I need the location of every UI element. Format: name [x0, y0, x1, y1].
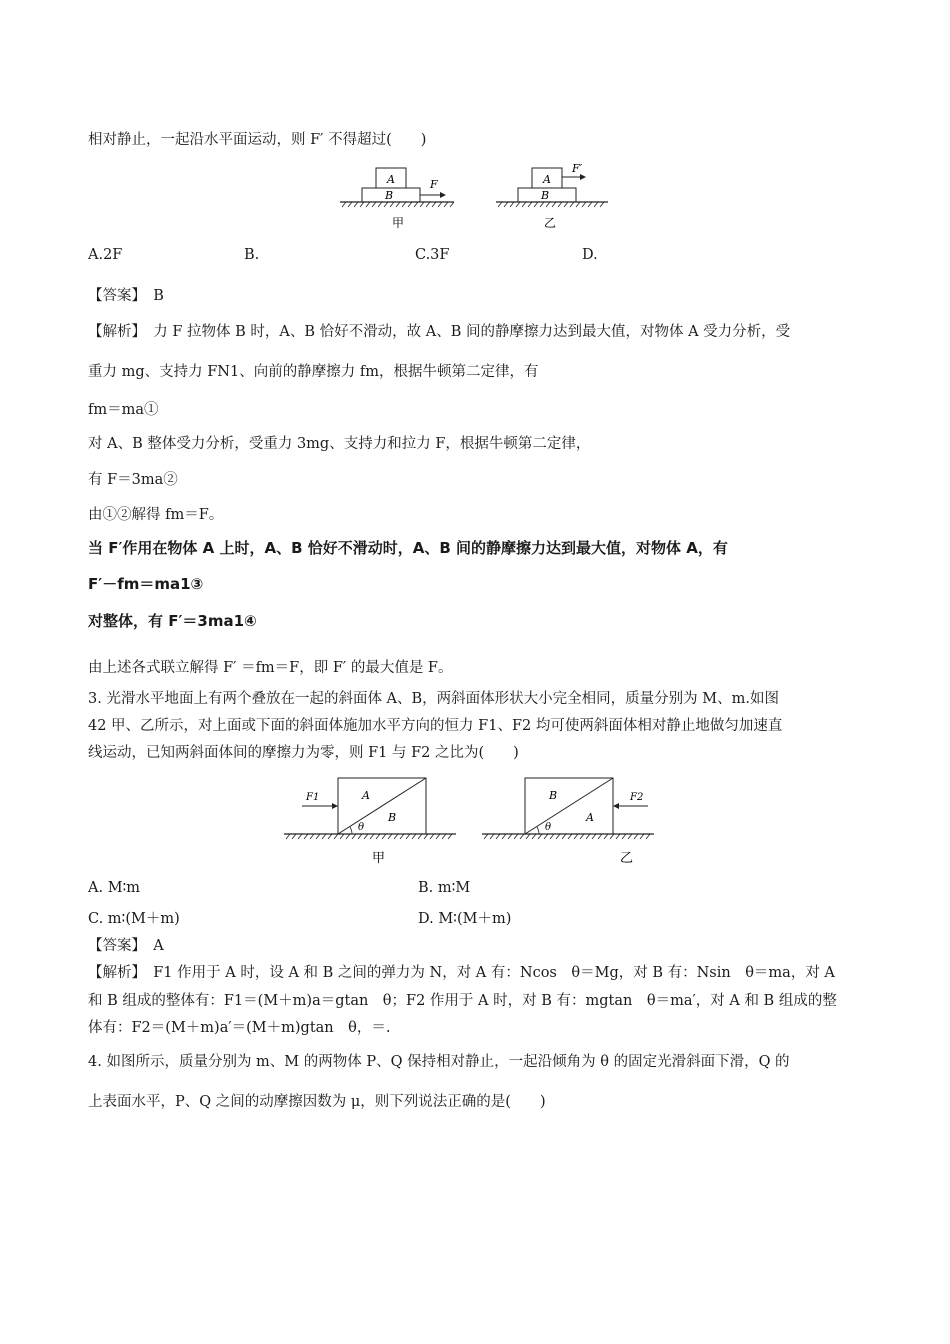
block-b-label: B	[541, 189, 550, 202]
caption-yi: 乙	[620, 851, 634, 866]
equation-line: fm＝ma①	[88, 402, 159, 418]
option-a: A. M∶m	[88, 880, 141, 896]
option-d: D. M∶(M＋m)	[418, 911, 512, 927]
analysis-line: 由①②解得 fm＝F。	[88, 507, 224, 523]
analysis-line: 对 A、B 整体受力分析，受重力 3mg、支持力和拉力 F，根据牛顿第二定律，	[88, 436, 591, 452]
answer-value: A	[153, 938, 164, 954]
answer-label: 【答案】	[88, 288, 139, 304]
analysis-label: 【解析】	[88, 324, 139, 340]
caption-yi: 乙	[544, 216, 557, 230]
caption-jia: 甲	[372, 851, 386, 866]
answer-value: B	[153, 288, 164, 304]
ground-hatch	[498, 202, 604, 207]
arrow-head-icon	[613, 803, 619, 809]
analysis-line: 【解析】 F1 作用于 A 时，设 A 和 B 之间的弹力为 N，对 A 有：Ncos θ＝Mg，对 B 有：Nsin θ＝ma，对 A	[88, 965, 835, 981]
lower-wedge-label: B	[388, 811, 397, 824]
figure-yi	[482, 778, 654, 866]
option-b: B. m∶M	[418, 880, 471, 896]
caption-jia: 甲	[392, 216, 405, 230]
option-c: C.3F	[415, 247, 450, 263]
figure-jia	[340, 168, 454, 230]
block-a-label: A	[387, 173, 395, 186]
bold-analysis-line: 当 F′作用在物体 A 上时，A、B 恰好不滑动时，A、B 间的静摩擦力达到最大值，对物体 A，有	[88, 539, 728, 557]
bold-equation-line: 对整体，有 F′＝3ma1④	[88, 612, 257, 630]
option-b: B.	[244, 247, 260, 263]
question-3-line: 线运动，已知两斜面体间的摩擦力为零，则 F1 与 F2 之比为( )	[88, 745, 519, 761]
arrow-head-icon	[332, 803, 338, 809]
bold-equation-line: F′－fm＝ma1③	[88, 575, 204, 593]
force-label: F1	[306, 792, 320, 803]
stacked-blocks-figure	[330, 160, 620, 232]
angle-label: θ	[545, 822, 552, 833]
arrow-head-icon	[440, 192, 446, 198]
question-4-line: 4. 如图所示，质量分别为 m、M 的两物体 P、Q 保持相对静止，一起沿倾角为 θ 的固定光滑斜面下滑，Q 的	[88, 1054, 790, 1070]
analysis-line: 重力 mg、支持力 FN1、向前的静摩擦力 fm，根据牛顿第二定律，有	[88, 364, 539, 380]
equation-line: 有 F＝3ma②	[88, 472, 178, 488]
block-b-label: B	[385, 189, 394, 202]
block-a-label: A	[543, 173, 551, 186]
question-4-line: 上表面水平，P、Q 之间的动摩擦因数为 μ，则下列说法正确的是( )	[88, 1094, 546, 1110]
option-c: C. m∶(M＋m)	[88, 911, 180, 927]
ground-hatch	[484, 834, 650, 839]
ground-hatch	[286, 834, 452, 839]
question-stem-line: 相对静止，一起沿水平面运动，则 F′ 不得超过( )	[88, 132, 427, 148]
force-label: F2	[630, 792, 644, 803]
wedge-figure	[280, 770, 670, 870]
option-d: D.	[582, 247, 598, 263]
analysis-line: 体有：F2＝(M＋m)a′＝(M＋m)gtan θ，＝.	[88, 1020, 391, 1036]
question-3-line: 3. 光滑水平地面上有两个叠放在一起的斜面体 A、B，两斜面体形状大小完全相同，质量分别为 M、m.如图	[88, 691, 779, 707]
option-a: A.2F	[88, 247, 123, 263]
answer-label: 【答案】	[88, 938, 139, 954]
ground-hatch	[342, 202, 454, 207]
conclusion-line: 由上述各式联立解得 F′ ＝fm＝F，即 F′ 的最大值是 F。	[88, 660, 453, 676]
upper-wedge-label: A	[362, 789, 370, 802]
answer-line	[88, 284, 164, 305]
question-3-line: 42 甲、乙所示，对上面或下面的斜面体施加水平方向的恒力 F1、F2 均可使两斜面体相对静止地做匀加速直	[88, 718, 783, 734]
force-label: F	[430, 178, 438, 191]
upper-wedge-label: B	[549, 789, 558, 802]
analysis-line: 和 B 组成的整体有：F1＝(M＋m)a＝gtan θ；F2 作用于 A 时，对 B 有：mgtan θ＝ma′，对 A 和 B 组成的整	[88, 993, 837, 1009]
analysis-line: 【解析】 力 F 拉物体 B 时，A、B 恰好不滑动，故 A、B 间的静摩擦力达到最大值，对物体 A 受力分析，受	[88, 324, 791, 340]
figure-jia	[284, 778, 456, 866]
angle-label: θ	[358, 822, 365, 833]
figure-yi	[496, 162, 608, 230]
force-label: F′	[572, 162, 583, 175]
answer-line	[88, 934, 164, 955]
analysis-label: 【解析】	[88, 965, 139, 981]
lower-wedge-label: A	[586, 811, 594, 824]
